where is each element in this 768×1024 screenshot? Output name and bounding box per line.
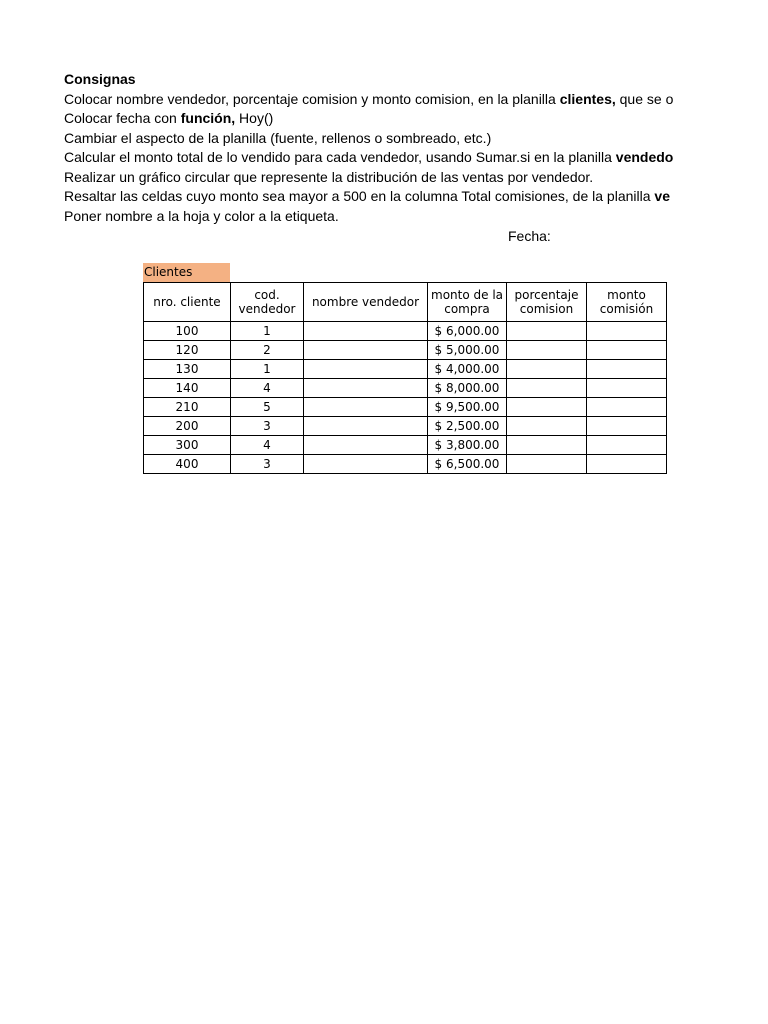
instruction-bold: vendedo: [615, 149, 674, 165]
instruction-bold: ve: [654, 188, 670, 204]
header-nombre-vendedor[interactable]: nombre vendedor: [304, 283, 428, 322]
cell-monto-comision[interactable]: [587, 341, 667, 360]
instruction-text: Resaltar las celdas cuyo monto sea mayor a 500 en la columna Total comisiones, de la planilla: [64, 188, 655, 204]
table-row: [144, 398, 667, 417]
cell-monto-comision[interactable]: [587, 360, 667, 379]
cell-porcentaje-comision[interactable]: [507, 341, 587, 360]
cell-monto-compra[interactable]: $ 5,000.00: [428, 341, 507, 360]
table-row: [144, 360, 667, 379]
instruction-line-3: Cambiar el aspecto de la planilla (fuente, rellenos o sombreado, etc.): [64, 129, 492, 146]
cell-nro-cliente[interactable]: 120: [144, 341, 231, 360]
cell-nro-cliente[interactable]: 400: [144, 455, 231, 474]
cell-monto-compra[interactable]: $ 2,500.00: [428, 417, 507, 436]
table-header-row: [144, 283, 667, 322]
cell-nombre-vendedor[interactable]: [304, 341, 428, 360]
cell-nombre-vendedor[interactable]: [304, 322, 428, 341]
cell-monto-compra[interactable]: $ 6,500.00: [428, 455, 507, 474]
cell-cod-vendedor[interactable]: 5: [231, 398, 304, 417]
instruction-text: Hoy(): [235, 110, 274, 126]
instruction-line-6: [64, 187, 670, 207]
cell-monto-comision[interactable]: [587, 322, 667, 341]
cell-porcentaje-comision[interactable]: [507, 398, 587, 417]
table-row: [144, 322, 667, 341]
cell-nro-cliente[interactable]: 200: [144, 417, 231, 436]
cell-porcentaje-comision[interactable]: [507, 322, 587, 341]
cell-nombre-vendedor[interactable]: [304, 379, 428, 398]
cell-monto-compra[interactable]: $ 8,000.00: [428, 379, 507, 398]
instruction-text: Calcular el monto total de lo vendido para cada vendedor, usando Sumar.si en la planilla: [64, 149, 616, 165]
cell-monto-comision[interactable]: [587, 398, 667, 417]
cell-monto-compra[interactable]: $ 6,000.00: [428, 322, 507, 341]
cell-cod-vendedor[interactable]: 4: [231, 379, 304, 398]
cell-nombre-vendedor[interactable]: [304, 360, 428, 379]
cell-nro-cliente[interactable]: 300: [144, 436, 231, 455]
cell-nombre-vendedor[interactable]: [304, 436, 428, 455]
cell-cod-vendedor[interactable]: 2: [231, 341, 304, 360]
instruction-line-7: Poner nombre a la hoja y color a la etiqueta.: [64, 207, 339, 224]
instruction-line-4: [64, 148, 674, 168]
cell-nro-cliente[interactable]: 130: [144, 360, 231, 379]
cell-nro-cliente[interactable]: 140: [144, 379, 231, 398]
header-text: comision: [519, 302, 574, 316]
cell-cod-vendedor[interactable]: 1: [231, 322, 304, 341]
instruction-text: que se o: [615, 90, 674, 107]
header-nro-cliente[interactable]: nro. cliente: [144, 283, 231, 322]
header-text: cod.: [254, 288, 280, 302]
cell-porcentaje-comision[interactable]: [507, 360, 587, 379]
cell-cod-vendedor[interactable]: 3: [231, 417, 304, 436]
instruction-line-1: [64, 90, 674, 110]
sheet-title-cell[interactable]: Clientes: [143, 263, 230, 282]
clientes-table: [143, 282, 667, 474]
instruction-line-2: [64, 109, 666, 129]
header-porcentaje-comision[interactable]: [507, 283, 587, 322]
cell-monto-comision[interactable]: [587, 379, 667, 398]
cell-nro-cliente[interactable]: 210: [144, 398, 231, 417]
table-row: [144, 417, 667, 436]
table-row: [144, 341, 667, 360]
instruction-bold: función,: [180, 110, 236, 126]
cell-porcentaje-comision[interactable]: [507, 417, 587, 436]
cell-monto-comision[interactable]: [587, 417, 667, 436]
cell-porcentaje-comision[interactable]: [507, 436, 587, 455]
cell-monto-compra[interactable]: $ 4,000.00: [428, 360, 507, 379]
fecha-label: Fecha:: [508, 228, 551, 244]
header-cod-vendedor[interactable]: [231, 283, 304, 322]
cell-nro-cliente[interactable]: 100: [144, 322, 231, 341]
cell-nombre-vendedor[interactable]: [304, 398, 428, 417]
header-text: monto de la: [431, 288, 503, 302]
header-monto-compra[interactable]: [428, 283, 507, 322]
header-monto-comision[interactable]: [587, 283, 667, 322]
cell-porcentaje-comision[interactable]: [507, 455, 587, 474]
header-text: comisión: [599, 302, 654, 316]
cell-monto-compra[interactable]: $ 3,800.00: [428, 436, 507, 455]
cell-monto-comision[interactable]: [587, 455, 667, 474]
instruction-bold: clientes,: [559, 90, 616, 107]
instructions-block: [64, 70, 674, 226]
table-row: [144, 455, 667, 474]
table-row: [144, 379, 667, 398]
cell-monto-comision[interactable]: [587, 436, 667, 455]
cell-nombre-vendedor[interactable]: [304, 455, 428, 474]
header-text: vendedor: [238, 302, 296, 316]
instructions-heading: Consignas: [64, 71, 136, 87]
cell-cod-vendedor[interactable]: 1: [231, 360, 304, 379]
header-text: compra: [444, 302, 490, 316]
cell-cod-vendedor[interactable]: 4: [231, 436, 304, 455]
instruction-text: Colocar fecha con: [64, 110, 181, 126]
header-text: monto: [607, 288, 646, 302]
cell-porcentaje-comision[interactable]: [507, 379, 587, 398]
instruction-text: Colocar nombre vendedor, porcentaje comision y monto comision, en la planilla: [64, 90, 560, 107]
header-text: porcentaje: [514, 288, 579, 302]
cell-monto-compra[interactable]: $ 9,500.00: [428, 398, 507, 417]
table-row: [144, 436, 667, 455]
cell-nombre-vendedor[interactable]: [304, 417, 428, 436]
instruction-line-5: Realizar un gráfico circular que represente la distribución de las ventas por vendedor.: [64, 168, 594, 185]
cell-cod-vendedor[interactable]: 3: [231, 455, 304, 474]
